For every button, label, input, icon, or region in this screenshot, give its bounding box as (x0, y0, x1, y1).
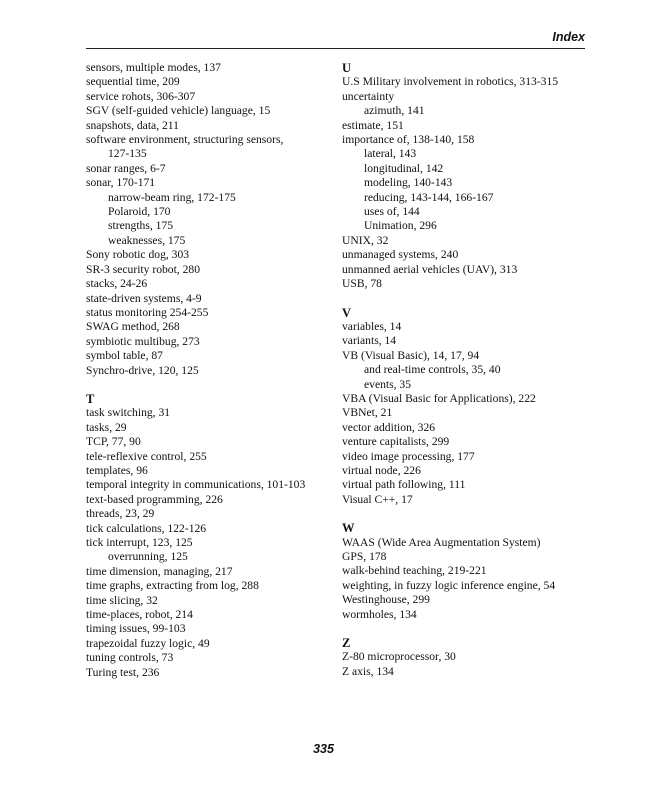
index-entry: task switching, 31 (86, 406, 171, 420)
index-entry: wormholes, 134 (342, 607, 417, 621)
index-subentry: azimuth, 141 (364, 104, 425, 118)
index-entry: estimate, 151 (342, 118, 404, 132)
index-entry: variants, 14 (342, 334, 397, 348)
index-entry: U.S Military involvement in robotics, 313-315 (342, 75, 559, 89)
index-entry: tick calculations, 122-126 (86, 521, 207, 535)
index-entry: virtual node, 226 (342, 463, 421, 477)
index-entry: Z axis, 134 (342, 664, 394, 678)
index-entry: tuning controls, 73 (86, 651, 174, 665)
section-letter: U (342, 61, 352, 75)
index-entry: threads, 23, 29 (86, 507, 155, 521)
index-entry: Turing test, 236 (86, 665, 160, 679)
index-entry: walk-behind teaching, 219-221 (342, 564, 487, 578)
index-subentry: narrow-beam ring, 172-175 (108, 190, 236, 204)
index-entry: Z-80 microprocessor, 30 (342, 650, 456, 664)
index-entry: text-based programming, 226 (86, 492, 223, 506)
index-entry: sensors, multiple modes, 137 (86, 61, 221, 74)
index-entry: tele-reflexive control, 255 (86, 449, 207, 463)
index-subentry: and real-time controls, 35, 40 (364, 363, 501, 377)
index-subentry: Unimation, 296 (364, 219, 437, 233)
index-subentry: modeling, 140-143 (364, 176, 453, 190)
index-entry: variables, 14 (342, 319, 402, 333)
index-entry: SWAG method, 268 (86, 320, 180, 334)
index-entry: sonar ranges, 6-7 (86, 161, 166, 175)
index-entry: time dimension, managing, 217 (86, 564, 233, 578)
index-entry: time slicing, 32 (86, 593, 158, 607)
section-letter: W (342, 521, 355, 536)
index-entry: Westinghouse, 299 (342, 593, 430, 607)
section-letter: T (86, 391, 95, 406)
index-entry: unmanned aerial vehicles (UAV), 313 (342, 262, 518, 276)
index-entry: uncertainty (342, 89, 395, 103)
index-entry: timing issues, 99-103 (86, 622, 186, 636)
index-entry: importance of, 138-140, 158 (342, 133, 475, 147)
index-entry: tick interrupt, 123, 125 (86, 536, 193, 549)
index-column-right (342, 61, 592, 679)
index-entry: VBA (Visual Basic for Applications), 222 (342, 391, 536, 405)
index-entry: Synchro-drive, 120, 125 (86, 363, 199, 377)
index-entry: WAAS (Wide Area Augmentation System) (342, 535, 541, 549)
header-rule (86, 48, 585, 49)
index-entry: Sony robotic dog, 303 (86, 248, 190, 262)
index-entry: VBNet, 21 (342, 406, 393, 420)
index-entry: software environment, structuring sensors, (86, 133, 284, 147)
index-entry: sonar, 170-171 (86, 176, 156, 190)
page-number: 335 (313, 742, 334, 756)
running-header: Index (552, 30, 585, 44)
index-entry: service rohots, 306-307 (86, 89, 196, 103)
index-entry: stacks, 24-26 (86, 277, 148, 291)
index-entry: symbol table, 87 (86, 349, 163, 363)
index-entry: SR-3 security robot, 280 (86, 262, 200, 276)
index-entry: temporal integrity in communications, 101-103 (86, 478, 306, 492)
index-subentry: Polaroid, 170 (108, 205, 171, 219)
index-subentry: lateral, 143 (364, 147, 417, 161)
index-entry: Visual C++, 17 (342, 492, 413, 506)
index-entry: weighting, in fuzzy logic inference engine, 54 (342, 578, 556, 592)
index-entry: sequential time, 209 (86, 75, 180, 89)
index-column-left (86, 61, 326, 680)
index-subentry: uses of, 144 (364, 205, 420, 219)
index-entry: trapezoidal fuzzy logic, 49 (86, 636, 210, 650)
index-subentry: 127-135 (108, 147, 147, 161)
index-entry: GPS, 178 (342, 550, 387, 563)
section-letter: Z (342, 636, 351, 651)
index-entry: venture capitalists, 299 (342, 435, 450, 449)
index-entry: SGV (self-guided vehicle) language, 15 (86, 104, 271, 118)
index-entry: TCP, 77, 90 (86, 435, 141, 449)
index-entry: USB, 78 (342, 277, 382, 291)
index-entry: VB (Visual Basic), 14, 17, 94 (342, 348, 480, 362)
index-entry: status monitoring 254-255 (86, 305, 209, 319)
index-entry: vector addition, 326 (342, 420, 436, 434)
index-entry: snapshots, data, 211 (86, 118, 179, 132)
index-entry: video image processing, 177 (342, 449, 475, 463)
index-subentry: events, 35 (364, 377, 412, 391)
index-subentry: overrunning, 125 (108, 550, 188, 564)
index-subentry: longitudinal, 142 (364, 161, 444, 175)
section-letter: V (342, 305, 352, 320)
index-entry: symbiotic multibug, 273 (86, 334, 200, 348)
index-entry: UNIX, 32 (342, 233, 389, 247)
index-subentry: weaknesses, 175 (108, 233, 186, 247)
index-entry: templates, 96 (86, 463, 148, 477)
index-entry: state-driven systems, 4-9 (86, 291, 202, 305)
index-subentry: strengths, 175 (108, 219, 174, 233)
index-entry: time graphs, extracting from log, 288 (86, 579, 259, 593)
index-entry: tasks, 29 (86, 420, 127, 434)
index-entry: virtual path following, 111 (342, 478, 466, 492)
index-entry: time-places, robot, 214 (86, 608, 193, 622)
index-subentry: reducing, 143-144, 166-167 (364, 190, 494, 204)
index-entry: unmanaged systems, 240 (342, 248, 459, 262)
